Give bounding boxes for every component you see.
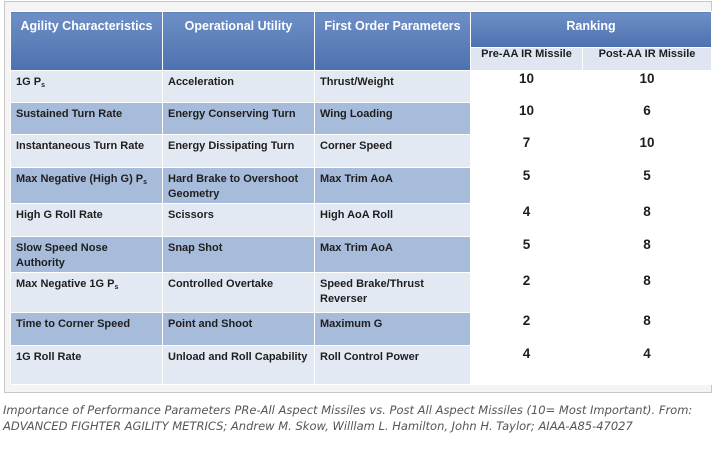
cell-pre-aa-ranking: 7 (471, 135, 583, 167)
cell-pre-aa-ranking: 10 (471, 102, 583, 134)
table-row (11, 312, 712, 345)
table-row (11, 346, 712, 385)
cell-pre-aa-ranking: 5 (471, 236, 583, 273)
cell-pre-aa-ranking: 2 (471, 312, 583, 345)
table-row (11, 102, 712, 134)
header-operational-utility: Operational Utility (163, 12, 315, 71)
characteristic-subscript: s (41, 81, 45, 89)
cell-pre-aa-ranking: 4 (471, 204, 583, 236)
characteristic-label: 1G P (16, 75, 42, 88)
cell-operational-utility: Energy Conserving Turn (163, 102, 315, 134)
characteristic-label: Sustained Turn Rate (16, 107, 123, 120)
cell-operational-utility: Acceleration (163, 70, 315, 102)
characteristic-label: High G Roll Rate (16, 209, 103, 222)
cell-first-order-parameter: Thrust/Weight (315, 70, 471, 102)
characteristic-label: Time to Corner Speed (16, 317, 131, 330)
table-row (11, 167, 712, 204)
header-agility-characteristics: Agility Characteristics (11, 12, 163, 71)
table-row (11, 70, 712, 102)
header-post-aa-ir-missile: Post-AA IR Missile (583, 47, 712, 70)
cell-operational-utility: Scissors (163, 204, 315, 236)
cell-operational-utility: Hard Brake to Overshoot Geometry (163, 167, 315, 204)
cell-agility-characteristic (11, 312, 163, 345)
cell-post-aa-ranking: 8 (583, 312, 712, 345)
cell-first-order-parameter: Max Trim AoA (315, 236, 471, 273)
characteristic-label: Slow Speed Nose Authority (16, 241, 108, 269)
cell-operational-utility: Controlled Overtake (163, 273, 315, 313)
cell-post-aa-ranking: 8 (583, 236, 712, 273)
cell-pre-aa-ranking: 10 (471, 70, 583, 102)
characteristic-label: Max Negative 1G P (16, 278, 115, 291)
header-first-order-parameters: First Order Parameters (315, 12, 471, 71)
cell-first-order-parameter: Roll Control Power (315, 346, 471, 385)
cell-first-order-parameter: High AoA Roll (315, 204, 471, 236)
cell-agility-characteristic (11, 70, 163, 102)
header-pre-aa-ir-missile: Pre-AA IR Missile (471, 47, 583, 70)
cell-pre-aa-ranking: 5 (471, 167, 583, 204)
table-row (11, 135, 712, 167)
characteristic-subscript: s (143, 178, 148, 186)
cell-agility-characteristic (11, 102, 163, 134)
cell-post-aa-ranking: 8 (583, 273, 712, 313)
cell-operational-utility: Point and Shoot (163, 312, 315, 345)
cell-post-aa-ranking: 5 (583, 167, 712, 204)
cell-post-aa-ranking: 10 (583, 70, 712, 102)
characteristic-label: Max Negative (High G) P (16, 172, 144, 185)
cell-operational-utility: Energy Dissipating Turn (163, 135, 315, 167)
table-row (11, 273, 712, 313)
characteristic-label: 1G Roll Rate (16, 351, 82, 364)
characteristic-label: Instantaneous Turn Rate (16, 140, 145, 153)
figure-caption: Importance of Performance Parameters PRe-All Aspect Missiles vs. Post All Aspect Missiles (10= Most Important). From: ADVANCED FIGHTER AGILITY METRICS; Andrew M. Skow, Willlam L. Hamilton, John H. Taylor; AIAA-A85-47027 (3, 403, 693, 433)
cell-agility-characteristic (11, 167, 163, 204)
table-row (11, 204, 712, 236)
table-row (11, 236, 712, 273)
cell-operational-utility: Snap Shot (163, 236, 315, 273)
cell-agility-characteristic (11, 135, 163, 167)
cell-pre-aa-ranking: 2 (471, 273, 583, 313)
table-body (11, 70, 712, 385)
cell-agility-characteristic (11, 346, 163, 385)
cell-agility-characteristic (11, 236, 163, 273)
cell-first-order-parameter: Wing Loading (315, 102, 471, 134)
cell-first-order-parameter: Maximum G (315, 312, 471, 345)
cell-post-aa-ranking: 4 (583, 346, 712, 385)
cell-post-aa-ranking: 8 (583, 204, 712, 236)
cell-agility-characteristic (11, 273, 163, 313)
cell-first-order-parameter: Corner Speed (315, 135, 471, 167)
cell-agility-characteristic (11, 204, 163, 236)
cell-first-order-parameter: Max Trim AoA (315, 167, 471, 204)
header-ranking: Ranking (471, 12, 712, 48)
agility-table (10, 11, 712, 385)
cell-post-aa-ranking: 10 (583, 135, 712, 167)
cell-pre-aa-ranking: 4 (471, 346, 583, 385)
cell-operational-utility: Unload and Roll Capability (163, 346, 315, 385)
characteristic-subscript: s (114, 284, 119, 292)
cell-post-aa-ranking: 6 (583, 102, 712, 134)
cell-first-order-parameter: Speed Brake/Thrust Reverser (315, 273, 471, 313)
